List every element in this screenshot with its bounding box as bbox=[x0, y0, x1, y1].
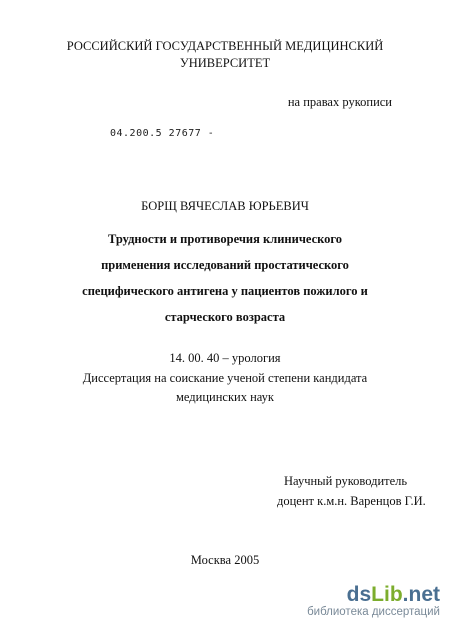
degree-line-2: медицинских наук bbox=[175, 390, 275, 404]
supervisor-label: Научный руководитель bbox=[284, 474, 408, 488]
registration-stamp: 04.200.5 27677 - bbox=[110, 128, 215, 139]
supervisor-name: доцент к.м.н. Варенцов Г.И. bbox=[277, 494, 426, 508]
institution-line-1: РОССИЙСКИЙ ГОСУДАРСТВЕННЫЙ МЕДИЦИНСКИЙ bbox=[66, 39, 384, 53]
institution-line-2: УНИВЕРСИТЕТ bbox=[179, 56, 271, 70]
author-name: БОРЩ ВЯЧЕСЛАВ ЮРЬЕВИЧ bbox=[141, 199, 309, 213]
logo-ds: ds bbox=[346, 583, 372, 606]
specialty-code: 14. 00. 40 – урология bbox=[169, 351, 281, 365]
title-line-1: Трудности и противоречия клинического bbox=[107, 232, 343, 246]
dslib-watermark bbox=[307, 584, 440, 619]
logo-net: .net bbox=[402, 583, 440, 606]
rights-notice: на правах рукописи bbox=[287, 95, 392, 109]
watermark-tagline: библиотека диссертаций bbox=[307, 606, 440, 618]
title-line-2: применения исследований простатического bbox=[101, 258, 349, 272]
title-line-4: старческого возраста bbox=[164, 310, 286, 324]
dslib-logo bbox=[307, 584, 440, 606]
logo-lib: Lib bbox=[371, 583, 403, 606]
city-year: Москва 2005 bbox=[190, 553, 260, 567]
degree-line-1: Диссертация на соискание ученой степени кандидата bbox=[82, 371, 368, 385]
title-line-3: специфического антигена у пациентов пожилого и bbox=[82, 284, 368, 298]
